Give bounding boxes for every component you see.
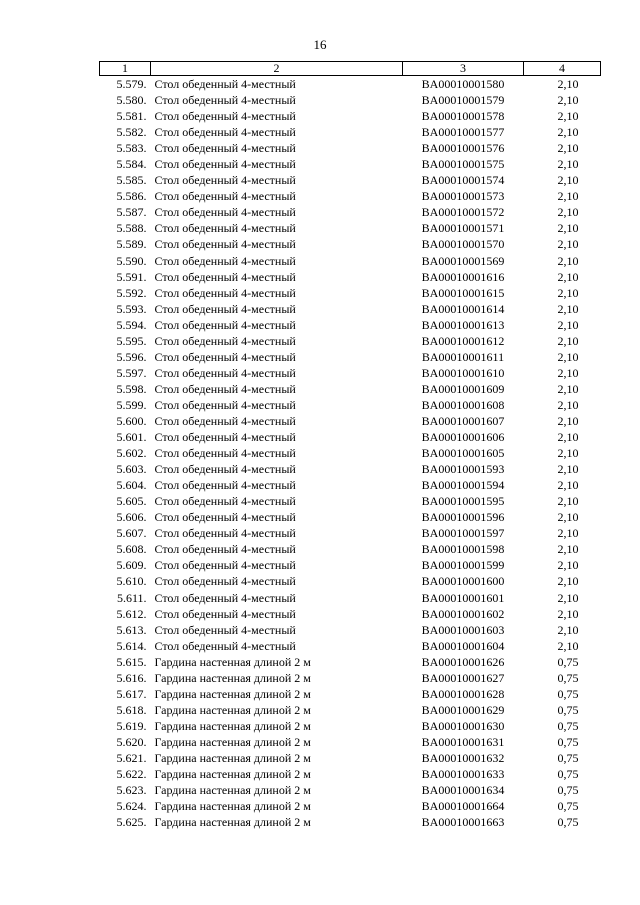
table-header: [100, 62, 601, 76]
row-number: 5.594.: [116, 317, 147, 332]
table-row: [100, 686, 601, 702]
row-number: 5.585.: [116, 173, 147, 188]
row-number: 5.596.: [116, 349, 147, 364]
item-quantity: 0,75: [557, 783, 579, 798]
item-name: Гардина настенная длиной 2 м: [154, 815, 311, 830]
item-quantity: 2,10: [557, 317, 579, 332]
table-row: [100, 734, 601, 750]
item-name: Стол обеденный 4-местный: [154, 574, 296, 589]
inventory-code: BA00010001580: [421, 77, 505, 92]
item-name: Стол обеденный 4-местный: [154, 173, 296, 188]
row-number: 5.579.: [116, 77, 147, 92]
item-quantity: 2,10: [557, 414, 579, 428]
row-number: 5.603.: [116, 462, 147, 477]
row-number: 5.586.: [116, 189, 147, 204]
table-row: [100, 493, 601, 509]
row-number: 5.604.: [116, 478, 147, 493]
item-name: Стол обеденный 4-местный: [154, 141, 296, 156]
row-number: 5.608.: [116, 542, 147, 557]
row-number: 5.582.: [116, 125, 147, 140]
row-number: 5.581.: [116, 109, 147, 124]
item-name: Стол обеденный 4-местный: [154, 125, 296, 140]
inventory-code: BA00010001597: [421, 526, 505, 541]
inventory-code: BA00010001616: [421, 269, 505, 284]
row-number: 5.590.: [116, 253, 147, 268]
row-number: 5.614.: [116, 638, 147, 653]
item-quantity: 2,10: [557, 109, 579, 124]
row-number: 5.599.: [116, 397, 147, 412]
table-row: [100, 124, 601, 140]
row-number: 5.606.: [116, 510, 147, 525]
item-name: Гардина настенная длиной 2 м: [154, 702, 311, 717]
row-number: 5.610.: [116, 574, 147, 589]
item-name: Стол обеденный 4-местный: [154, 462, 296, 477]
item-name: Стол обеденный 4-местный: [154, 590, 296, 605]
item-name: Стол обеденный 4-местный: [154, 606, 296, 621]
inventory-code: BA00010001605: [421, 446, 505, 461]
row-number: 5.601.: [116, 430, 147, 445]
item-name: Стол обеденный 4-местный: [154, 397, 296, 412]
item-quantity: 2,10: [557, 381, 579, 396]
item-name: Стол обеденный 4-местный: [154, 237, 296, 252]
header-row: [100, 62, 601, 76]
item-quantity: 0,75: [557, 670, 579, 685]
item-name: Стол обеденный 4-местный: [154, 365, 296, 380]
item-quantity: 0,75: [557, 815, 579, 830]
item-quantity: 2,10: [557, 253, 579, 268]
item-quantity: 2,10: [557, 301, 579, 316]
item-quantity: 2,10: [557, 173, 579, 188]
inventory-code: BA00010001575: [421, 157, 505, 172]
inventory-code: BA00010001615: [421, 285, 505, 300]
row-number: 5.607.: [116, 526, 147, 541]
inventory-code: BA00010001600: [421, 574, 505, 589]
row-number: 5.617.: [116, 686, 147, 701]
table-row: [100, 461, 601, 477]
inventory-code: BA00010001633: [421, 767, 505, 782]
row-number: 5.584.: [116, 157, 147, 172]
item-quantity: 2,10: [557, 574, 579, 589]
item-quantity: 0,75: [557, 799, 579, 814]
item-quantity: 2,10: [557, 446, 579, 461]
item-quantity: 0,75: [557, 686, 579, 701]
item-name: Стол обеденный 4-местный: [154, 221, 296, 236]
table-row: [100, 365, 601, 381]
item-name: Стол обеденный 4-местный: [154, 526, 296, 541]
item-quantity: 0,75: [557, 654, 579, 669]
page-number: 16: [313, 37, 327, 52]
inventory-code: BA00010001629: [421, 702, 505, 717]
table-row: [100, 557, 601, 573]
item-name: Гардина настенная длиной 2 м: [154, 686, 311, 701]
item-name: Стол обеденный 4-местный: [154, 542, 296, 557]
inventory-code: BA00010001608: [421, 397, 505, 412]
table-row: [100, 381, 601, 397]
table-row: [100, 333, 601, 349]
item-name: Гардина настенная длиной 2 м: [154, 767, 311, 782]
column-header-number: 1: [100, 62, 151, 76]
item-quantity: 2,10: [557, 349, 579, 364]
inventory-code: BA00010001576: [421, 141, 505, 156]
table-row: [100, 301, 601, 317]
inventory-code: BA00010001611: [421, 349, 505, 364]
inventory-code: BA00010001604: [421, 638, 505, 653]
item-name: Стол обеденный 4-местный: [154, 638, 296, 653]
row-number: 5.625.: [116, 815, 147, 830]
table-row: [100, 525, 601, 541]
inventory-code: BA00010001614: [421, 301, 505, 316]
table-row: [100, 188, 601, 204]
table-row: [100, 445, 601, 461]
row-number: 5.620.: [116, 734, 147, 749]
table-row: [100, 236, 601, 252]
item-quantity: 2,10: [557, 558, 579, 573]
item-quantity: 0,75: [557, 767, 579, 782]
row-number: 5.619.: [116, 718, 147, 733]
item-name: Гардина настенная длиной 2 м: [154, 734, 311, 749]
row-number: 5.588.: [116, 221, 147, 236]
inventory-code: BA00010001630: [421, 718, 505, 733]
inventory-code: BA00010001609: [421, 381, 505, 396]
item-quantity: 2,10: [557, 542, 579, 557]
table-row: [100, 204, 601, 220]
table-body: [100, 76, 601, 831]
item-quantity: 2,10: [557, 237, 579, 252]
inventory-code: BA00010001573: [421, 189, 505, 204]
table-row: [100, 718, 601, 734]
table-row: [100, 590, 601, 606]
inventory-code: BA00010001593: [421, 462, 505, 477]
inventory-code: BA00010001663: [421, 815, 505, 830]
table-row: [100, 429, 601, 445]
inventory-code: BA00010001627: [421, 670, 505, 685]
row-number: 5.605.: [116, 494, 147, 509]
inventory-code: BA00010001628: [421, 686, 505, 701]
row-number: 5.587.: [116, 205, 147, 220]
table-row: [100, 654, 601, 670]
item-name: Стол обеденный 4-местный: [154, 205, 296, 220]
table-row: [100, 269, 601, 285]
table-row: [100, 397, 601, 413]
table-row: [100, 622, 601, 638]
inventory-code: BA00010001634: [421, 783, 505, 798]
item-quantity: 2,10: [557, 333, 579, 348]
row-number: 5.595.: [116, 333, 147, 348]
table-row: [100, 606, 601, 622]
table-row: [100, 285, 601, 301]
item-quantity: 2,10: [557, 269, 579, 284]
item-name: Стол обеденный 4-местный: [154, 109, 296, 124]
item-name: Гардина настенная длиной 2 м: [154, 670, 311, 685]
item-name: Гардина настенная длиной 2 м: [154, 718, 311, 733]
inventory-code: BA00010001603: [421, 622, 505, 637]
item-quantity: 2,10: [557, 638, 579, 653]
item-name: Стол обеденный 4-местный: [154, 510, 296, 525]
row-number: 5.580.: [116, 93, 147, 108]
inventory-code: BA00010001574: [421, 173, 505, 188]
item-name: Стол обеденный 4-местный: [154, 414, 296, 428]
item-quantity: 2,10: [557, 205, 579, 220]
item-quantity: 0,75: [557, 734, 579, 749]
table-row: [100, 349, 601, 365]
item-name: Стол обеденный 4-местный: [154, 558, 296, 573]
inventory-code: BA00010001601: [421, 590, 505, 605]
table-row: [100, 108, 601, 124]
item-quantity: 2,10: [557, 77, 579, 92]
item-name: Стол обеденный 4-местный: [154, 478, 296, 493]
item-name: Гардина настенная длиной 2 м: [154, 750, 311, 765]
item-name: Стол обеденный 4-местный: [154, 253, 296, 268]
item-name: Стол обеденный 4-местный: [154, 93, 296, 108]
item-name: Стол обеденный 4-местный: [154, 285, 296, 300]
row-number: 5.624.: [116, 799, 147, 814]
item-name: Гардина настенная длиной 2 м: [154, 654, 311, 669]
table-row: [100, 509, 601, 525]
item-name: Стол обеденный 4-местный: [154, 622, 296, 637]
column-header-quantity: 4: [524, 62, 601, 76]
row-number: 5.621.: [116, 750, 147, 765]
row-number: 5.611.: [116, 590, 147, 605]
table-row: [100, 702, 601, 718]
item-name: Стол обеденный 4-местный: [154, 77, 296, 92]
inventory-code: BA00010001596: [421, 510, 505, 525]
inventory-code: BA00010001602: [421, 606, 505, 621]
inventory-code: BA00010001626: [421, 654, 505, 669]
table-row: [100, 92, 601, 108]
row-number: 5.616.: [116, 670, 147, 685]
inventory-code: BA00010001570: [421, 237, 505, 252]
table-row: [100, 172, 601, 188]
inventory-code: BA00010001631: [421, 734, 505, 749]
table-row: [100, 253, 601, 269]
inventory-code: BA00010001572: [421, 205, 505, 220]
table-row: [100, 156, 601, 172]
item-quantity: 2,10: [557, 622, 579, 637]
row-number: 5.598.: [116, 381, 147, 396]
item-quantity: 2,10: [557, 510, 579, 525]
row-number: 5.583.: [116, 141, 147, 156]
item-quantity: 2,10: [557, 221, 579, 236]
column-header-name: 2: [151, 62, 403, 76]
row-number: 5.618.: [116, 702, 147, 717]
item-name: Стол обеденный 4-местный: [154, 301, 296, 316]
row-number: 5.615.: [116, 654, 147, 669]
inventory-code: BA00010001569: [421, 253, 505, 268]
table-row: [100, 798, 601, 814]
table-row: [100, 670, 601, 686]
item-name: Гардина настенная длиной 2 м: [154, 783, 311, 798]
item-quantity: 2,10: [557, 93, 579, 108]
item-quantity: 2,10: [557, 125, 579, 140]
inventory-code: BA00010001598: [421, 542, 505, 557]
inventory-code: BA00010001632: [421, 750, 505, 765]
item-quantity: 2,10: [557, 590, 579, 605]
row-number: 5.589.: [116, 237, 147, 252]
inventory-code: BA00010001606: [421, 430, 505, 445]
row-number: 5.600.: [116, 414, 147, 428]
item-name: Стол обеденный 4-местный: [154, 349, 296, 364]
inventory-code: BA00010001607: [421, 414, 505, 428]
row-number: 5.622.: [116, 767, 147, 782]
row-number: 5.612.: [116, 606, 147, 621]
item-quantity: 0,75: [557, 750, 579, 765]
item-quantity: 2,10: [557, 189, 579, 204]
item-name: Стол обеденный 4-местный: [154, 494, 296, 509]
table-row: [100, 766, 601, 782]
item-quantity: 2,10: [557, 478, 579, 493]
item-quantity: 2,10: [557, 157, 579, 172]
table-row: [100, 541, 601, 557]
table-row: [100, 814, 601, 830]
table-row: [100, 76, 601, 93]
row-number: 5.609.: [116, 558, 147, 573]
table-row: [100, 317, 601, 333]
item-quantity: 0,75: [557, 702, 579, 717]
item-name: Стол обеденный 4-местный: [154, 430, 296, 445]
inventory-code: BA00010001599: [421, 558, 505, 573]
row-number: 5.602.: [116, 446, 147, 461]
item-quantity: 0,75: [557, 718, 579, 733]
item-quantity: 2,10: [557, 141, 579, 156]
item-name: Стол обеденный 4-местный: [154, 157, 296, 172]
inventory-code: BA00010001577: [421, 125, 505, 140]
row-number: 5.597.: [116, 365, 147, 380]
item-quantity: 2,10: [557, 494, 579, 509]
item-quantity: 2,10: [557, 526, 579, 541]
item-name: Стол обеденный 4-местный: [154, 333, 296, 348]
item-quantity: 2,10: [557, 462, 579, 477]
item-quantity: 2,10: [557, 285, 579, 300]
table-row: [100, 750, 601, 766]
item-name: Стол обеденный 4-местный: [154, 446, 296, 461]
item-name: Стол обеденный 4-местный: [154, 317, 296, 332]
table-row: [100, 573, 601, 589]
table-row: [100, 413, 601, 429]
inventory-code: BA00010001613: [421, 317, 505, 332]
inventory-code: BA00010001571: [421, 221, 505, 236]
inventory-code: BA00010001594: [421, 478, 505, 493]
inventory-table: [99, 61, 601, 830]
table-row: [100, 477, 601, 493]
item-name: Гардина настенная длиной 2 м: [154, 799, 311, 814]
inventory-code: BA00010001595: [421, 494, 505, 509]
item-quantity: 2,10: [557, 430, 579, 445]
inventory-code: BA00010001579: [421, 93, 505, 108]
row-number: 5.592.: [116, 285, 147, 300]
row-number: 5.613.: [116, 622, 147, 637]
table-row: [100, 638, 601, 654]
table-row: [100, 782, 601, 798]
item-quantity: 2,10: [557, 365, 579, 380]
item-name: Стол обеденный 4-местный: [154, 269, 296, 284]
inventory-code: BA00010001578: [421, 109, 505, 124]
row-number: 5.593.: [116, 301, 147, 316]
table-row: [100, 140, 601, 156]
item-name: Стол обеденный 4-местный: [154, 381, 296, 396]
item-quantity: 2,10: [557, 606, 579, 621]
item-name: Стол обеденный 4-местный: [154, 189, 296, 204]
item-quantity: 2,10: [557, 397, 579, 412]
row-number: 5.623.: [116, 783, 147, 798]
inventory-code: BA00010001612: [421, 333, 505, 348]
column-header-code: 3: [403, 62, 524, 76]
inventory-code: BA00010001610: [421, 365, 505, 380]
row-number: 5.591.: [116, 269, 147, 284]
table-row: [100, 220, 601, 236]
inventory-code: BA00010001664: [421, 799, 505, 814]
